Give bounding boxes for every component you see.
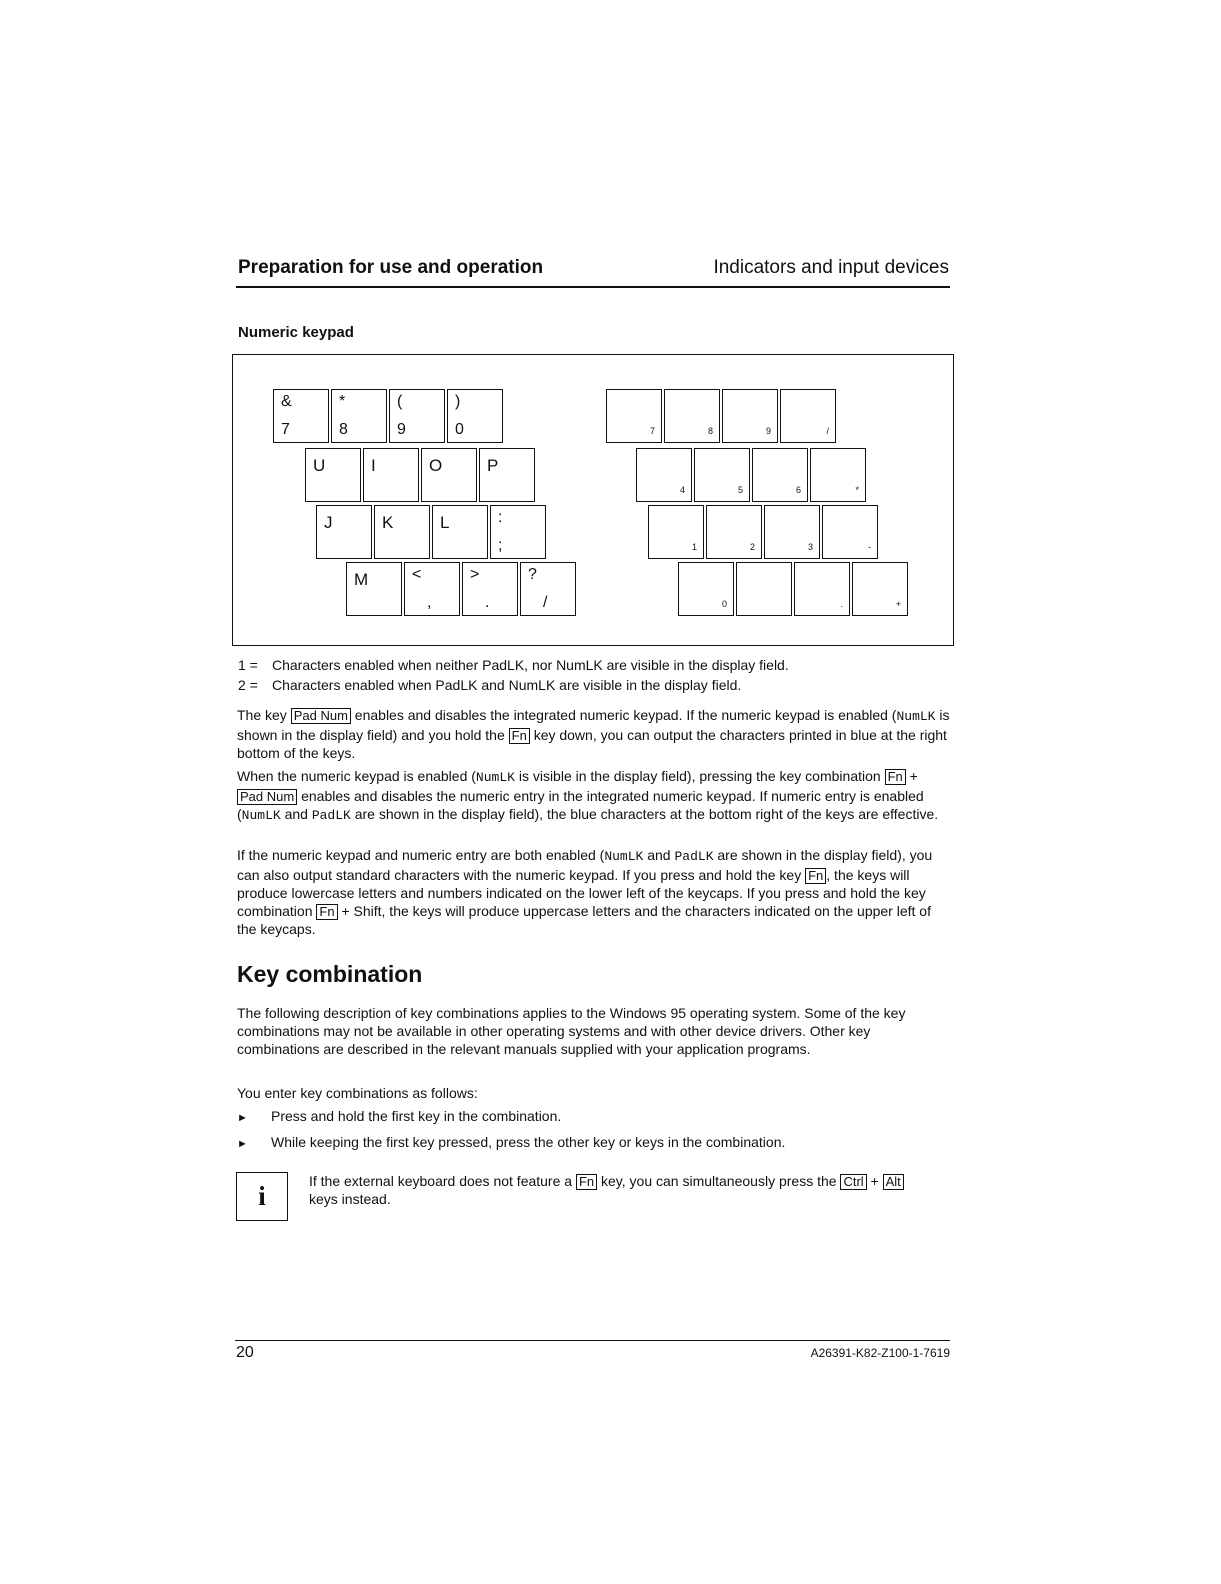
keycap-lower-label: 9 <box>397 421 406 438</box>
keycap-13 <box>346 562 402 616</box>
keycap-lower-label: 0 <box>455 421 464 438</box>
bullet-item-2: ► While keeping the first key pressed, press the other key or keys in the combination. <box>237 1134 786 1150</box>
numeric-label: + <box>895 599 901 609</box>
keycap-upper-label: > <box>470 566 480 583</box>
numeric-label: 0 <box>721 599 727 609</box>
keycap-lower-label: / <box>543 594 548 611</box>
document-code: A26391-K82-Z100-1-7619 <box>810 1346 950 1360</box>
keycap-upper-label: O <box>429 456 443 475</box>
keycap-upper-label: : <box>498 509 503 526</box>
legend-text: Characters enabled when PadLK and NumLK are visible in the display field. <box>272 677 742 693</box>
alt-key: Alt <box>883 1174 904 1190</box>
fn-key: Fn <box>576 1174 597 1190</box>
keycap-lower-label: 8 <box>339 421 348 438</box>
keycap-upper-label: * <box>339 393 346 410</box>
numeric-keycap-8 <box>810 448 866 502</box>
pad-num-key: Pad Num <box>237 789 297 805</box>
numeric-keycap-14 <box>736 562 792 616</box>
numeric-keycap-15 <box>794 562 850 616</box>
numeric-label: 5 <box>737 485 743 495</box>
paragraph-key-combinations: The following description of key combinations applies to the Windows 95 operating system. Some of the key combinations may not be available in other operating systems and with other device drivers. Other key combinations are described in the relevant manuals supplied with your application programs. <box>237 1005 906 1057</box>
fn-key: Fn <box>509 728 530 744</box>
paragraph-standard-chars: If the numeric keypad and numeric entry are both enabled (NumLK and PadLK are shown in the display field), you can also output standard characters with the numeric keypad. If you press and hold the key Fn , the keys will produce lowercase letters and numbers indicated on the lower left of the keycaps. If you press and hold the key combination Fn + Shift, the keys will produce uppercase letters and the characters indicated on the upper left of the keycaps. <box>237 847 933 937</box>
keycap-15 <box>462 562 518 616</box>
keycap-upper-label: K <box>382 513 394 532</box>
ctrl-key: Ctrl <box>840 1174 866 1190</box>
header-rule <box>236 286 950 288</box>
keycap-7 <box>421 448 477 502</box>
numeric-keycap-2 <box>664 389 720 443</box>
legend-number: 1 = <box>238 657 258 673</box>
keycap-upper-label: ? <box>528 566 537 583</box>
numeric-keycap-4 <box>780 389 836 443</box>
keycap-8 <box>479 448 535 502</box>
paragraph-padnum: The key Pad Num enables and disables the integrated numeric keypad. If the numeric keypad is enabled (NumLK is shown in the display field) and you hold the Fn key down, you can output the characters printed in blue at the right bottom of the keys. <box>237 707 950 761</box>
numeric-label: 3 <box>807 542 813 552</box>
fn-key: Fn <box>316 904 337 920</box>
numeric-keycap-6 <box>694 448 750 502</box>
numeric-label: 6 <box>795 485 801 495</box>
numeric-label: - <box>868 542 871 552</box>
key-combination-heading: Key combination <box>237 961 423 987</box>
keycap-lower-label: ; <box>498 537 503 554</box>
legend-number: 2 = <box>238 677 258 693</box>
page-number: 20 <box>236 1344 254 1361</box>
keycap-10 <box>374 505 430 559</box>
numeric-keycap-10 <box>706 505 762 559</box>
section-title: Numeric keypad <box>238 324 354 341</box>
keycap-upper-label: ( <box>397 393 403 410</box>
numeric-keycap-1 <box>606 389 662 443</box>
bullet-arrow-icon: ► <box>237 1138 248 1150</box>
keycap-upper-label: L <box>440 513 450 532</box>
numeric-keycap-13 <box>678 562 734 616</box>
keycap-9 <box>316 505 372 559</box>
keycap-4 <box>447 389 503 443</box>
numeric-keycap-11 <box>764 505 820 559</box>
numeric-label: / <box>826 426 829 436</box>
fn-key: Fn <box>885 769 906 785</box>
keycap-14 <box>404 562 460 616</box>
keycap-upper-label: ) <box>455 393 461 410</box>
info-icon: i <box>236 1172 288 1221</box>
numeric-keycap-9 <box>648 505 704 559</box>
numeric-label: 4 <box>679 485 685 495</box>
keycap-upper-label: P <box>487 456 499 475</box>
numeric-keycap-3 <box>722 389 778 443</box>
numeric-label: 9 <box>765 426 771 436</box>
footer-rule <box>235 1340 950 1341</box>
paragraph-numeric-entry: When the numeric keypad is enabled (NumLK is visible in the display field), pressing the key combination Fn + Pad Num enables and disables the numeric entry in the integrated numeric keypad. If numeric entry is enabled (NumLK and PadLK are shown in the display field), the blue characters at the bottom right of the keys are effective. <box>237 768 939 823</box>
keypad-figure <box>232 354 954 646</box>
keycap-16 <box>520 562 576 616</box>
keycap-12 <box>490 505 546 559</box>
header-chapter-title: Preparation for use and operation <box>238 257 544 278</box>
keycap-upper-label: I <box>371 456 376 475</box>
numeric-label: 2 <box>749 542 755 552</box>
keycap-upper-label: M <box>354 570 369 589</box>
keycap-upper-label: U <box>313 456 326 475</box>
keycap-3 <box>389 389 445 443</box>
keycap-lower-label: 7 <box>281 421 290 438</box>
numeric-keycap-7 <box>752 448 808 502</box>
keycap-upper-label: J <box>324 513 333 532</box>
keycap-lower-label: . <box>485 594 490 611</box>
legend-item-1 <box>238 657 789 673</box>
numeric-label: * <box>855 485 859 495</box>
legend-text: Characters enabled when neither PadLK, nor NumLK are visible in the display field. <box>272 657 789 673</box>
info-note: If the external keyboard does not feature a Fn key, you can simultaneously press the Ctrl + Alt keys instead. <box>309 1172 909 1208</box>
keycap-2 <box>331 389 387 443</box>
numeric-keycap-16 <box>852 562 908 616</box>
keycap-11 <box>432 505 488 559</box>
keycap-lower-label: , <box>427 594 432 611</box>
numeric-label: . <box>840 599 843 609</box>
keycap-upper-label: & <box>281 393 292 410</box>
keycap-6 <box>363 448 419 502</box>
header-section-title: Indicators and input devices <box>713 257 949 278</box>
keycap-5 <box>305 448 361 502</box>
keycap-1 <box>273 389 329 443</box>
numeric-keycap-5 <box>636 448 692 502</box>
numeric-label: 8 <box>707 426 713 436</box>
legend-item-2 <box>238 677 741 693</box>
bullet-arrow-icon: ► <box>237 1112 248 1124</box>
numeric-label: 1 <box>691 542 697 552</box>
paragraph-enter-as-follows: You enter key combinations as follows: <box>237 1085 478 1101</box>
bullet-item-1: ► Press and hold the first key in the combination. <box>237 1108 562 1124</box>
fn-key: Fn <box>805 868 826 884</box>
keycap-upper-label: < <box>412 566 422 583</box>
numeric-keycap-12 <box>822 505 878 559</box>
numeric-label: 7 <box>649 426 655 436</box>
pad-num-key: Pad Num <box>291 708 351 724</box>
